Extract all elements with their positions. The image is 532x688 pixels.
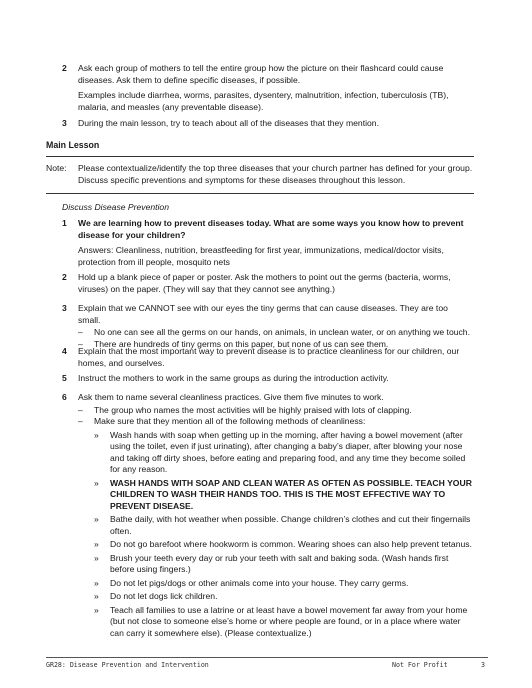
list-item <box>78 405 472 417</box>
item-text: Ask each group of mothers to tell the entire group how the picture on their flashcard could cause diseases. Ask them to define specific diseases, if possible. <box>78 63 444 85</box>
lesson-item-2 <box>62 272 472 299</box>
chevron-marker: » <box>94 577 99 588</box>
method-item <box>94 430 472 476</box>
item-text: During the main lesson, try to teach about all of the diseases that they mention. <box>78 118 379 128</box>
method-item <box>94 553 472 576</box>
method-text: Wash hands with soap when getting up in the morning, after having a bowel movement (after using the toilet, even if just urinating), after changing a baby’s diaper, after blowing your nose and taking off dirty shoes, before eating and preparing food, and any time they become soiled for any reason. <box>110 429 466 474</box>
note-divider <box>46 193 474 194</box>
method-item <box>94 514 472 537</box>
method-text: Do not go barefoot where hookworm is common. Wearing shoes can also help prevent tetanus. <box>110 539 472 549</box>
item-number: 5 <box>62 373 67 383</box>
list-item-text: The group who names the most activities will be highly praised with lots of clapping. <box>94 404 412 415</box>
chevron-marker: » <box>94 539 99 549</box>
footer-divider <box>46 657 488 658</box>
footer-title: GR28: Disease Prevention and Intervention <box>46 661 209 669</box>
item-number: 2 <box>62 63 67 73</box>
method-item <box>94 591 472 603</box>
item-text: Ask them to name several cleanliness practices. Give them five minutes to work. <box>78 392 384 402</box>
method-text: Do not let pigs/dogs or other animals come into your house. They carry germs. <box>110 577 409 588</box>
note-text: Please contextualize/identify the top three diseases that your church partner has defined for your group. Discuss specific preventions and symptoms for these diseases throughout this lesson. <box>78 163 473 185</box>
intro-item-2 <box>62 63 472 117</box>
footer-notice: Not For Profit <box>392 661 448 669</box>
item-question: We are learning how to prevent diseases today. What are some ways you know how to prevent disease for your children? <box>78 218 464 240</box>
method-item <box>94 578 472 590</box>
item-examples: Examples include diarrhea, worms, parasites, dysentery, malnutrition, infection, tuberculosis (TB), malaria, and measles (any preventable disease). <box>78 90 449 112</box>
intro-item-3 <box>62 118 472 134</box>
item-text: Hold up a blank piece of paper or poster. Ask the mothers to point out the germs (bacteria, worms, viruses) on the paper. (They will say that they cannot see anything.) <box>78 272 451 294</box>
note-label: Note: <box>46 163 67 173</box>
item-number: 4 <box>62 346 67 356</box>
item-text: Explain that we CANNOT see with our eyes the tiny germs that can cause diseases. They are too small. <box>78 303 448 325</box>
lesson-item-5 <box>62 373 472 389</box>
method-text: WASH HANDS WITH SOAP AND CLEAN WATER AS OFTEN AS POSSIBLE. TEACH YOUR CHILDREN TO WASH THEIR HANDS TOO. THIS IS THE MOST EFFECTIVE WAY TO PREVENT DISEASE. <box>110 477 472 511</box>
item-answers: Answers: Cleanliness, nutrition, breastfeeding for first year, immunizations, medical/doctor visits, protection from ill people, mosquito nets <box>78 245 444 267</box>
lesson-note <box>46 163 474 186</box>
method-text: Bathe daily, with hot weather when possible. Change children’s clothes and cut their fingernails often. <box>110 514 471 536</box>
method-text: Teach all families to use a latrine or at least have a bowel movement far away from your home (but not close to someone else’s home or where people are found, or in a place where water can carry it somewhere else). (Please contextualize.) <box>110 604 468 638</box>
item-text: Explain that the most important way to prevent disease is to practice cleanliness for our children, our homes, and ourselves. <box>78 346 460 368</box>
list-item-text: No one can see all the germs on our hands, on animals, in unclean water, or on anything we touch. <box>94 327 470 337</box>
list-item-text: Make sure that they mention all of the following methods of cleanliness: <box>94 416 366 426</box>
method-item <box>94 605 472 640</box>
method-item <box>94 539 472 551</box>
dash-marker: – <box>78 416 83 426</box>
dash-list <box>78 405 472 428</box>
method-text: Do not let dogs lick children. <box>110 591 218 601</box>
chevron-marker: » <box>94 429 99 440</box>
chevron-marker: » <box>94 591 99 601</box>
chevron-marker: » <box>94 514 99 524</box>
cleanliness-methods-list <box>78 430 472 640</box>
lesson-item-3 <box>62 303 472 350</box>
lesson-item-6 <box>62 392 472 639</box>
item-number: 3 <box>62 118 67 128</box>
list-item-text: There are hundreds of tiny germs on this paper, but none of us can see them. <box>94 338 389 349</box>
item-number: 3 <box>62 303 67 313</box>
lesson-item-4 <box>62 346 472 373</box>
list-item <box>78 327 472 339</box>
chevron-marker: » <box>94 604 99 615</box>
item-number: 2 <box>62 272 67 282</box>
item-text: Instruct the mothers to work in the same groups as during the introduction activity. <box>78 373 389 383</box>
method-item-emphasis <box>94 478 472 513</box>
dash-marker: – <box>78 338 83 349</box>
method-text: Brush your teeth every day or rub your teeth with salt and baking soda. (Wash hands first before using fingers.) <box>110 552 449 574</box>
item-number: 6 <box>62 392 67 402</box>
dash-marker: – <box>78 404 83 415</box>
section-divider <box>46 156 474 157</box>
main-lesson-heading: Main Lesson <box>46 140 100 150</box>
chevron-marker: » <box>94 552 99 563</box>
lesson-item-1 <box>62 218 472 272</box>
subsection-heading: Discuss Disease Prevention <box>62 202 169 212</box>
chevron-marker: » <box>94 477 99 488</box>
dash-marker: – <box>78 327 83 337</box>
list-item <box>78 416 472 428</box>
page-number: 3 <box>481 661 485 669</box>
item-number: 1 <box>62 218 67 228</box>
